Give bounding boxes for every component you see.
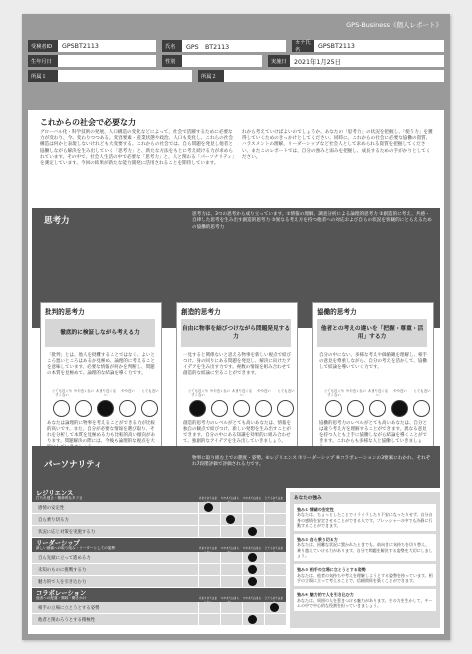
row-label: 自ら乗り切る力: [38, 518, 69, 523]
rating-cell: [220, 552, 240, 563]
card-headline: 徹底的に検証しながら考える力: [45, 319, 155, 347]
rating-cell: [242, 576, 262, 587]
rating-cell: [198, 614, 218, 625]
gender-label: 性別: [162, 55, 182, 67]
card-result: 創造的思考力のレベルがとても高いあなたは、情報を独自の観点で結びつけ、新しい発想を生み出すことができます。自分の中にある知識を効果的に組み合わせて、独創的なアイデアを生み出していきましょう。: [183, 421, 291, 444]
strength-heading: 強み① 情緒の安定性: [297, 507, 334, 512]
rating-cell: [220, 514, 240, 525]
exam-no-value: GPSBT2113: [58, 40, 156, 52]
rating-cell: [198, 552, 218, 563]
rating-cell: [264, 526, 284, 537]
strengths-list: [290, 504, 440, 611]
rating-circle: [369, 400, 386, 417]
column-header: ややあてはまる: [242, 497, 262, 500]
scale-label: やや近い: [257, 389, 271, 393]
rating-cell: [220, 576, 240, 587]
thinking-desc: 思考力は、3つの思考から成り立っています。①情報の理解、調査分析による論理的思考力 ②創造的に考え、共感・自律した思考を生み出す創造的思考力 ③異なる考え方を持つ他者への対応および自らの状況を客観的にとらえるための協働的思考力: [192, 212, 432, 230]
table-row: [32, 576, 286, 588]
personality-table: [32, 488, 286, 628]
scale-label: やや近くない: [73, 389, 95, 393]
column-header: ややあてはまら: [220, 547, 240, 550]
intro-right: れから考えていけばよいのでしょうか。あなたの「思考力」の状況を把握し、「使う力」を獲得していくためのきっかけとしてください。同時に、これからの社会に必要な協働の資質、ハラスメントの理解、リーダーシップなど社会人として求められる資質を把握してください。またこのレポートでは、自分の強みと弱みを把握し、成長するための手がかりとしてください。: [242, 130, 433, 160]
rating-circle: [75, 400, 92, 417]
rating-cell: [198, 602, 218, 613]
rating-circle: [53, 400, 70, 417]
thinking-card: [40, 302, 162, 468]
scale-label: とても近くやすくない: [51, 389, 73, 398]
scale-label: あまり近くない: [367, 389, 389, 398]
rating-dot: [248, 527, 257, 536]
table-row: [32, 552, 286, 564]
group-title: レジリエンス: [36, 490, 74, 497]
strength-item: [294, 589, 436, 611]
group-header: [32, 488, 286, 502]
rating-circle: [255, 400, 272, 417]
thinking-title: 思考力: [44, 216, 70, 226]
rating-cell: [242, 614, 262, 625]
rating-cell: [242, 514, 262, 525]
strength-text: あなたは、困難な状況に置かれたときでも、前向きに気持ちを切り替え、乗り越えていける力があります。自分で問題を解決する姿勢を大切にしましょう。: [297, 542, 433, 559]
scale-label: あまり近くない: [95, 389, 117, 398]
row-label: 感情の安定性: [38, 506, 65, 511]
scale-label: やや近い: [121, 389, 135, 393]
scale-label: とても近い: [141, 389, 159, 393]
rating-dot: [270, 603, 279, 612]
strengths-panel: [290, 492, 440, 628]
kana-value: GPSBT2113: [314, 40, 444, 52]
rating-circle: [141, 400, 158, 417]
rating-cell: [264, 576, 284, 587]
rating-cell: [220, 564, 240, 575]
dept2-label: 所属２: [198, 70, 224, 82]
thinking-card: [312, 302, 434, 468]
gender-value: [182, 55, 262, 67]
card-headline: 自由に物事を結びつけながら問題発見する力: [181, 319, 291, 347]
name-value: GPS BT2113: [182, 40, 286, 52]
row-label: 魅力的で人を引き込む力: [38, 580, 87, 585]
report-page: [22, 14, 450, 640]
rating-cell: [198, 526, 218, 537]
column-header: あまりあてはま: [198, 497, 218, 500]
thinking-card: [176, 302, 298, 468]
birth-label: 生年月日: [28, 55, 58, 67]
birth-value: [58, 55, 156, 67]
rating-circle: [119, 400, 136, 417]
card-description: 一見すると関係ないと思える物事を新しい視点で結びつけ、身の回りにある問題を発見し、解決に向けたアイデアを生み出す力です。複数の情報を組み合わせて創造的な結論に至ることができます。: [183, 353, 291, 376]
table-row: [32, 502, 286, 514]
strength-item: [294, 534, 436, 561]
rating-cell: [242, 502, 262, 513]
scale-label: やや近くない: [209, 389, 231, 393]
card-title: 創造的思考力: [181, 308, 221, 316]
name-label: 氏名: [162, 40, 182, 52]
examinee-info: [28, 40, 444, 85]
strength-text: あなたは、ちょっとしたことでイライラしたり不安になったりせず、自分自身の感情を安定させることができる人です。プレッシャーの中でも冷静に行動することができます。: [297, 512, 433, 528]
rating-dot: [248, 577, 257, 586]
strength-heading: 強み② 自ら乗り切る力: [297, 537, 338, 543]
scale-label: とても近くやすくない: [323, 389, 345, 398]
rating-cell: [242, 552, 262, 563]
table-row: [32, 564, 286, 576]
card-description: 「批判」とは、他人を批難することではなく、よいところ悪いところはあるか見極め、論理的に考えることを意味しています。必要な情報が何かを判断し、問題の本質を見極めて、論理的な結論を導く力です。: [47, 353, 155, 376]
selected-rating-circle: [97, 400, 114, 417]
rating-cell: [220, 602, 240, 613]
kana-label: カナ氏名: [292, 40, 314, 52]
dept2-value: [224, 70, 444, 82]
selected-rating-circle: [391, 400, 408, 417]
row-label: 未知のものに挑戦する力: [38, 568, 87, 573]
column-header: あまりあてはま: [198, 547, 218, 550]
card-headline: 他者との考えの違いを「把握・尊重・活用」する力: [317, 319, 427, 347]
intro-left: グローバル化・科学技術の発展、人口構造の変化などによって、社会で活躍するために必要な力が変わり、今、変わりつつある。変容要素・産業状態や政治、人口も変化し、これらの社会構造は何かと表現しないけれども大変要する。これからの社会では、自ら問題を発見し他者と協働しながら解決を生み出していく「思考力」と、新たな方法をもとに考え続ける力が求められています。その中で、社会人生活の中で必要な「思考力」と、人と関わる「パーソナリティ」を測定しています。今回の結果が新たな能力開発に活用されることを期待しています。: [40, 130, 235, 167]
rating-cell: [220, 502, 240, 513]
rating-cell: [220, 526, 240, 537]
strength-heading: 強み③ 相手の立場に立とうとする姿勢: [297, 567, 366, 573]
strength-item: [294, 504, 436, 531]
date-label: 実施日: [268, 55, 290, 67]
group-header: [32, 588, 286, 602]
table-row: [32, 526, 286, 538]
table-row: [32, 614, 286, 626]
date-value: 2021年1月25日: [290, 55, 444, 67]
rating-cell: [198, 564, 218, 575]
personality-title: パーソナリティ: [44, 460, 103, 470]
group-header: [32, 538, 286, 552]
scale-label: とても近い: [413, 389, 431, 393]
report-title: GPS-Business《個人レポート》: [346, 21, 442, 29]
column-header: あまりあてはま: [198, 597, 218, 600]
rating-cell: [264, 552, 284, 563]
row-label: 相手の立場に立とうとする姿勢: [38, 606, 100, 611]
scale-label: やや近い: [393, 389, 407, 393]
rating-cell: [242, 602, 262, 613]
row-label: 状況に応じ対策を実施する力: [38, 530, 96, 535]
strength-text: あなたは、他者の気持ちや考えを理解しようとする姿勢を持っています。相手の立場に立って考えることで、信頼関係を築くことができます。: [297, 572, 433, 583]
report-body: [28, 110, 444, 634]
rating-cell: [242, 526, 262, 537]
rating-circle: [325, 400, 342, 417]
group-subtitle: 打たれ強さ・精神的なタフさ: [36, 496, 83, 500]
scale-label: やや近くない: [345, 389, 367, 393]
column-header: ややあてはまら: [220, 597, 240, 600]
rating-circle: [277, 400, 294, 417]
rating-cell: [264, 602, 284, 613]
rating-circle: [233, 400, 250, 417]
strength-heading: 強み④ 魅力的で人を引き込む力: [297, 592, 354, 598]
rating-dot: [248, 615, 257, 624]
card-title: 批判的思考力: [45, 308, 85, 316]
personality-section: [32, 446, 440, 488]
strength-item: [294, 564, 436, 586]
rating-dot: [248, 565, 257, 574]
column-header: ややあてはまら: [220, 497, 240, 500]
column-header: ややあてはまる: [242, 597, 262, 600]
section-title: これからの社会で必要な力: [40, 118, 136, 127]
dept1-label: 所属１: [28, 70, 58, 82]
rating-dot: [226, 515, 235, 524]
card-title: 協働的思考力: [317, 308, 357, 316]
personality-desc: 物事に取り組む上での態度・姿勢。⑥レジリエンス ⑦リーダーシップ ⑧コラボレーションの3要素にわかれ、それぞれ7段階評価で評価される力です。: [192, 456, 431, 468]
row-label: 自ら先頭に立って進める力: [38, 556, 91, 561]
rating-cell: [198, 576, 218, 587]
group-subtitle: 他者への配慮・興味・働きかけ: [36, 596, 87, 600]
strengths-title: あなたの強み: [294, 496, 322, 501]
column-header: とてもあてはま: [264, 547, 284, 550]
scale-label: あまり近くない: [231, 389, 253, 398]
card-result: 協働的思考力のレベルがとても高いあなたは、自分とは違う考え方を理解することができます。異なる意見を持つ人とも上手に協働しながら結論を導くことができます。これからも多様な人と協働していきましょ: [319, 421, 427, 444]
group-title: リーダーシップ: [36, 540, 80, 547]
rating-cell: [220, 614, 240, 625]
rating-circle: [413, 400, 430, 417]
rating-cell: [264, 564, 284, 575]
rating-circle: [347, 400, 364, 417]
rating-cell: [198, 502, 218, 513]
row-label: 他者と関わろうとする積極性: [38, 618, 96, 623]
rating-cell: [242, 564, 262, 575]
column-header: ややあてはまる: [242, 547, 262, 550]
selected-rating-circle: [189, 400, 206, 417]
rating-cell: [264, 502, 284, 513]
group-subtitle: 新しい価値への取り組み・リーダーとしての姿勢: [36, 546, 116, 550]
card-result: あなたは論理的に物事を考えることができる力が比較的高いです。また、自分が必要な情報を選び取り、それを分析して本質を見極める力も比較的高い傾向があります。問題解決の際には、今後も論理的な視点を大: [47, 421, 155, 444]
table-row: [32, 514, 286, 526]
rating-cell: [264, 514, 284, 525]
rating-cell: [198, 514, 218, 525]
rating-circle: [211, 400, 228, 417]
exam-no-label: 受検者ID: [28, 40, 58, 52]
column-header: とてもあてはま: [264, 497, 284, 500]
dept1-value: [58, 70, 192, 82]
column-header: とてもあてはま: [264, 597, 284, 600]
card-description: 自分の中にない、多様な考えや価値観を理解し、相手の意見を尊重しながら、自分の考えを活かして、協働して結論を導いていく力です。: [319, 353, 427, 370]
table-row: [32, 602, 286, 614]
group-title: コラボレーション: [36, 590, 87, 597]
scale-label: とても近い: [277, 389, 295, 393]
strength-text: あなたは、周囲の人を惹きつける魅力があります。その力を生かして、チームの中で中心的な役割を担っていきましょう。: [297, 597, 433, 608]
rating-dot: [248, 553, 257, 562]
rating-cell: [264, 614, 284, 625]
rating-dot: [204, 503, 213, 512]
scale-label: とても近くやすくない: [187, 389, 209, 398]
